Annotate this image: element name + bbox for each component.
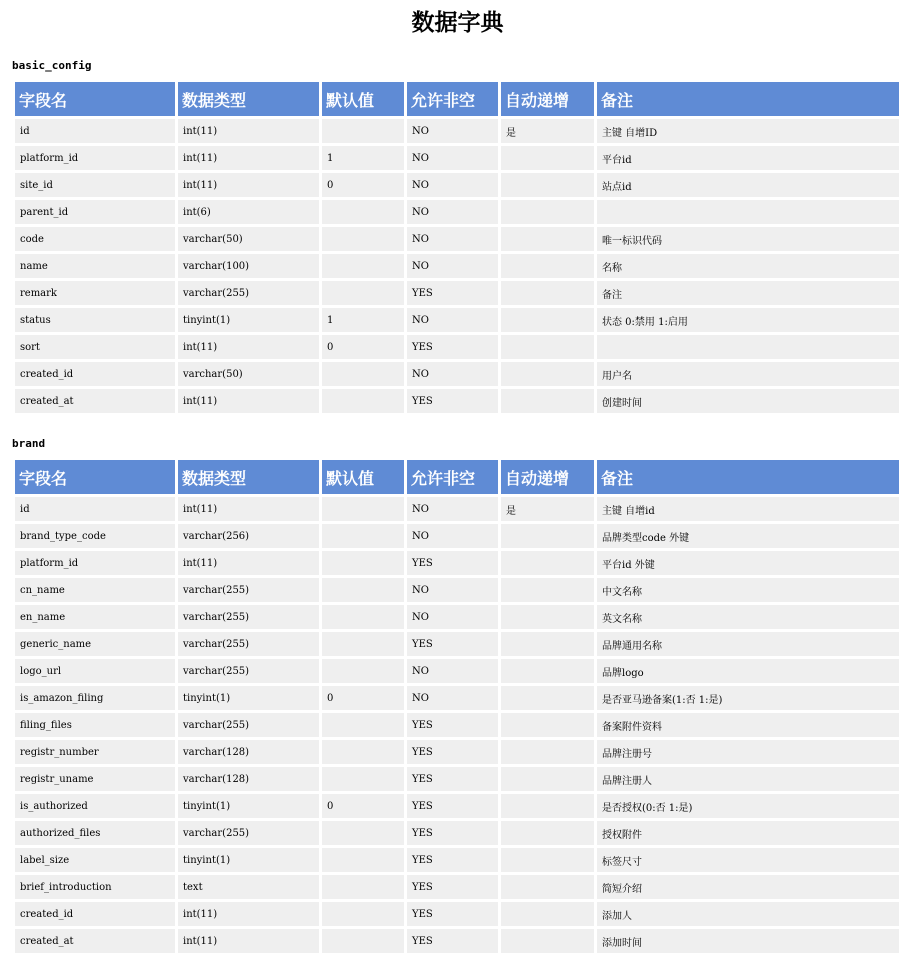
cell-default-value (322, 200, 404, 224)
cell-auto-increment (501, 578, 594, 602)
cell-auto-increment (501, 686, 594, 710)
cell-data-type: varchar(50) (178, 227, 319, 251)
cell-data-type: tinyint(1) (178, 686, 319, 710)
cell-comment: 品牌注册人 (597, 767, 899, 791)
cell-nullable: NO (407, 227, 498, 251)
cell-auto-increment (501, 740, 594, 764)
cell-nullable: NO (407, 173, 498, 197)
cell-field-name: status (15, 308, 175, 332)
cell-comment: 平台id (597, 146, 899, 170)
cell-default-value: 0 (322, 335, 404, 359)
cell-nullable: YES (407, 794, 498, 818)
cell-field-name: created_at (15, 929, 175, 953)
cell-field-name: site_id (15, 173, 175, 197)
cell-field-name: created_id (15, 362, 175, 386)
cell-default-value (322, 740, 404, 764)
cell-nullable: NO (407, 578, 498, 602)
cell-auto-increment (501, 659, 594, 683)
cell-auto-increment (501, 794, 594, 818)
cell-default-value (322, 902, 404, 926)
table-row (15, 281, 899, 305)
data-table-brand (12, 457, 902, 956)
cell-data-type: varchar(100) (178, 254, 319, 278)
cell-data-type: varchar(255) (178, 281, 319, 305)
cell-nullable: YES (407, 551, 498, 575)
cell-auto-increment (501, 254, 594, 278)
table-row (15, 848, 899, 872)
cell-data-type: int(11) (178, 929, 319, 953)
cell-default-value: 0 (322, 686, 404, 710)
column-header-nullable: 允许非空 (407, 460, 498, 494)
cell-comment: 授权附件 (597, 821, 899, 845)
cell-comment: 添加时间 (597, 929, 899, 953)
cell-auto-increment (501, 308, 594, 332)
cell-auto-increment (501, 713, 594, 737)
cell-field-name: sort (15, 335, 175, 359)
cell-nullable: YES (407, 713, 498, 737)
cell-default-value: 0 (322, 794, 404, 818)
cell-comment: 标签尺寸 (597, 848, 899, 872)
cell-nullable: NO (407, 200, 498, 224)
cell-comment: 用户名 (597, 362, 899, 386)
cell-auto-increment (501, 632, 594, 656)
cell-nullable: NO (407, 254, 498, 278)
cell-default-value (322, 632, 404, 656)
cell-field-name: id (15, 497, 175, 521)
cell-default-value (322, 524, 404, 548)
table-row (15, 362, 899, 386)
cell-comment: 添加人 (597, 902, 899, 926)
cell-nullable: YES (407, 848, 498, 872)
cell-default-value (322, 848, 404, 872)
data-table-basic-config (12, 79, 902, 416)
cell-comment: 站点id (597, 173, 899, 197)
table-row (15, 524, 899, 548)
cell-default-value (322, 254, 404, 278)
cell-field-name: registr_number (15, 740, 175, 764)
table-row (15, 308, 899, 332)
cell-data-type: int(11) (178, 389, 319, 413)
column-header-default-value: 默认值 (322, 460, 404, 494)
cell-comment: 中文名称 (597, 578, 899, 602)
cell-default-value: 1 (322, 308, 404, 332)
cell-comment: 主键 自增ID (597, 119, 899, 143)
table-row (15, 578, 899, 602)
cell-comment: 品牌注册号 (597, 740, 899, 764)
column-header-auto-increment: 自动递增 (501, 460, 594, 494)
cell-default-value (322, 659, 404, 683)
cell-data-type: varchar(255) (178, 632, 319, 656)
cell-nullable: YES (407, 875, 498, 899)
table-row (15, 659, 899, 683)
cell-nullable: NO (407, 362, 498, 386)
cell-nullable: NO (407, 605, 498, 629)
cell-comment: 简短介绍 (597, 875, 899, 899)
cell-field-name: created_id (15, 902, 175, 926)
cell-nullable: YES (407, 929, 498, 953)
table-row (15, 605, 899, 629)
cell-data-type: tinyint(1) (178, 308, 319, 332)
cell-field-name: name (15, 254, 175, 278)
column-header-auto-increment: 自动递增 (501, 82, 594, 116)
cell-nullable: NO (407, 497, 498, 521)
column-header-field-name: 字段名 (15, 460, 175, 494)
table-row (15, 389, 899, 413)
cell-field-name: platform_id (15, 551, 175, 575)
cell-auto-increment (501, 200, 594, 224)
cell-nullable: NO (407, 308, 498, 332)
column-header-data-type: 数据类型 (178, 460, 319, 494)
cell-field-name: platform_id (15, 146, 175, 170)
cell-comment: 是否亚马逊备案(1:否 1:是) (597, 686, 899, 710)
cell-data-type: varchar(128) (178, 740, 319, 764)
cell-data-type: varchar(255) (178, 605, 319, 629)
cell-data-type: int(11) (178, 173, 319, 197)
table-row (15, 551, 899, 575)
column-header-nullable: 允许非空 (407, 82, 498, 116)
cell-auto-increment (501, 146, 594, 170)
column-header-field-name: 字段名 (15, 82, 175, 116)
cell-comment: 唯一标识代码 (597, 227, 899, 251)
cell-auto-increment (501, 173, 594, 197)
column-header-data-type: 数据类型 (178, 82, 319, 116)
cell-auto-increment (501, 281, 594, 305)
table-row (15, 632, 899, 656)
cell-nullable: NO (407, 659, 498, 683)
header-row (15, 82, 899, 116)
cell-default-value (322, 119, 404, 143)
cell-default-value (322, 227, 404, 251)
cell-nullable: NO (407, 686, 498, 710)
cell-default-value (322, 929, 404, 953)
column-header-comment: 备注 (597, 82, 899, 116)
table-row (15, 497, 899, 521)
cell-auto-increment (501, 335, 594, 359)
cell-field-name: logo_url (15, 659, 175, 683)
cell-data-type: int(11) (178, 497, 319, 521)
cell-auto-increment (501, 605, 594, 629)
table-name-brand: brand (12, 437, 46, 450)
cell-data-type: varchar(255) (178, 659, 319, 683)
cell-comment: 主键 自增id (597, 497, 899, 521)
column-header-comment: 备注 (597, 460, 899, 494)
cell-comment: 状态 0:禁用 1:启用 (597, 308, 899, 332)
table-row (15, 335, 899, 359)
table-name-basic-config: basic_config (12, 59, 92, 72)
cell-field-name: created_at (15, 389, 175, 413)
cell-comment: 创建时间 (597, 389, 899, 413)
cell-data-type: varchar(255) (178, 713, 319, 737)
cell-nullable: NO (407, 119, 498, 143)
cell-nullable: YES (407, 740, 498, 764)
cell-comment (597, 200, 899, 224)
column-header-default-value: 默认值 (322, 82, 404, 116)
cell-data-type: int(11) (178, 146, 319, 170)
cell-auto-increment (501, 389, 594, 413)
cell-nullable: YES (407, 281, 498, 305)
cell-nullable: NO (407, 146, 498, 170)
cell-default-value (322, 713, 404, 737)
cell-default-value (322, 497, 404, 521)
cell-data-type: tinyint(1) (178, 794, 319, 818)
cell-comment: 英文名称 (597, 605, 899, 629)
cell-auto-increment (501, 362, 594, 386)
cell-auto-increment: 是 (501, 497, 594, 521)
table-row (15, 254, 899, 278)
header-row (15, 460, 899, 494)
cell-auto-increment (501, 551, 594, 575)
cell-field-name: label_size (15, 848, 175, 872)
table-row (15, 146, 899, 170)
cell-data-type: varchar(128) (178, 767, 319, 791)
cell-data-type: int(11) (178, 335, 319, 359)
cell-data-type: varchar(255) (178, 578, 319, 602)
cell-default-value (322, 875, 404, 899)
cell-nullable: YES (407, 632, 498, 656)
cell-comment: 是否授权(0:否 1:是) (597, 794, 899, 818)
cell-field-name: code (15, 227, 175, 251)
cell-auto-increment (501, 875, 594, 899)
cell-field-name: authorized_files (15, 821, 175, 845)
cell-auto-increment (501, 929, 594, 953)
cell-data-type: tinyint(1) (178, 848, 319, 872)
cell-field-name: parent_id (15, 200, 175, 224)
cell-data-type: int(11) (178, 551, 319, 575)
table-row (15, 686, 899, 710)
table-row (15, 821, 899, 845)
cell-data-type: text (178, 875, 319, 899)
cell-default-value (322, 821, 404, 845)
table-row (15, 173, 899, 197)
table-row (15, 119, 899, 143)
cell-data-type: int(11) (178, 902, 319, 926)
cell-nullable: NO (407, 524, 498, 548)
cell-field-name: generic_name (15, 632, 175, 656)
cell-auto-increment (501, 227, 594, 251)
cell-field-name: remark (15, 281, 175, 305)
cell-field-name: brand_type_code (15, 524, 175, 548)
cell-comment: 品牌类型code 外键 (597, 524, 899, 548)
cell-comment: 品牌logo (597, 659, 899, 683)
cell-nullable: YES (407, 902, 498, 926)
cell-data-type: varchar(50) (178, 362, 319, 386)
table-row (15, 767, 899, 791)
table-row (15, 902, 899, 926)
cell-auto-increment (501, 524, 594, 548)
cell-auto-increment (501, 821, 594, 845)
cell-default-value (322, 389, 404, 413)
cell-field-name: en_name (15, 605, 175, 629)
table-row (15, 713, 899, 737)
cell-default-value: 0 (322, 173, 404, 197)
cell-default-value (322, 767, 404, 791)
cell-data-type: varchar(255) (178, 821, 319, 845)
table-row (15, 794, 899, 818)
cell-data-type: int(6) (178, 200, 319, 224)
cell-default-value (322, 281, 404, 305)
cell-field-name: id (15, 119, 175, 143)
cell-field-name: registr_uname (15, 767, 175, 791)
cell-field-name: is_authorized (15, 794, 175, 818)
cell-field-name: cn_name (15, 578, 175, 602)
cell-auto-increment (501, 848, 594, 872)
table-row (15, 200, 899, 224)
cell-data-type: varchar(256) (178, 524, 319, 548)
cell-comment: 品牌通用名称 (597, 632, 899, 656)
cell-field-name: brief_introduction (15, 875, 175, 899)
cell-default-value (322, 578, 404, 602)
cell-comment: 备案附件资料 (597, 713, 899, 737)
cell-data-type: int(11) (178, 119, 319, 143)
cell-nullable: YES (407, 335, 498, 359)
cell-comment: 备注 (597, 281, 899, 305)
cell-default-value (322, 551, 404, 575)
cell-nullable: YES (407, 821, 498, 845)
cell-nullable: YES (407, 767, 498, 791)
page-title: 数据字典 (411, 9, 504, 36)
cell-field-name: is_amazon_filing (15, 686, 175, 710)
table-row (15, 875, 899, 899)
cell-default-value: 1 (322, 146, 404, 170)
cell-comment: 平台id 外键 (597, 551, 899, 575)
cell-field-name: filing_files (15, 713, 175, 737)
table-row (15, 740, 899, 764)
cell-comment: 名称 (597, 254, 899, 278)
cell-auto-increment (501, 902, 594, 926)
cell-default-value (322, 605, 404, 629)
cell-auto-increment: 是 (501, 119, 594, 143)
cell-auto-increment (501, 767, 594, 791)
cell-comment (597, 335, 899, 359)
cell-nullable: YES (407, 389, 498, 413)
cell-default-value (322, 362, 404, 386)
table-row (15, 929, 899, 953)
table-row (15, 227, 899, 251)
